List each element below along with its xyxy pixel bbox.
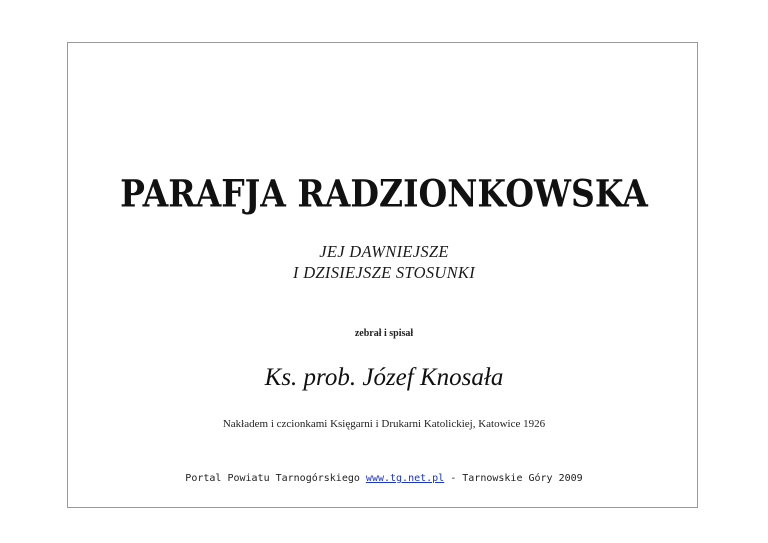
subtitle-line-2: I DZISIEJSZE STOSUNKI xyxy=(293,263,475,282)
footer-prefix: Portal Powiatu Tarnogórskiego xyxy=(185,473,366,484)
compiled-by-label: zebrał i spisał xyxy=(354,328,414,339)
footer-suffix: - Tarnowskie Góry 2009 xyxy=(444,473,583,484)
subtitle-line-1: JEJ DAWNIEJSZE xyxy=(319,242,449,261)
footer xyxy=(0,473,768,484)
publisher-line: Nakładem i czcionkami Księgarni i Drukarni Katolickiej, Katowice 1926 xyxy=(222,418,546,430)
author-name: Ks. prob. Józef Knosała xyxy=(264,364,504,391)
document-title: PARAFJA RADZIONKOWSKA xyxy=(120,172,648,216)
portal-link[interactable]: www.tg.net.pl xyxy=(365,473,445,484)
